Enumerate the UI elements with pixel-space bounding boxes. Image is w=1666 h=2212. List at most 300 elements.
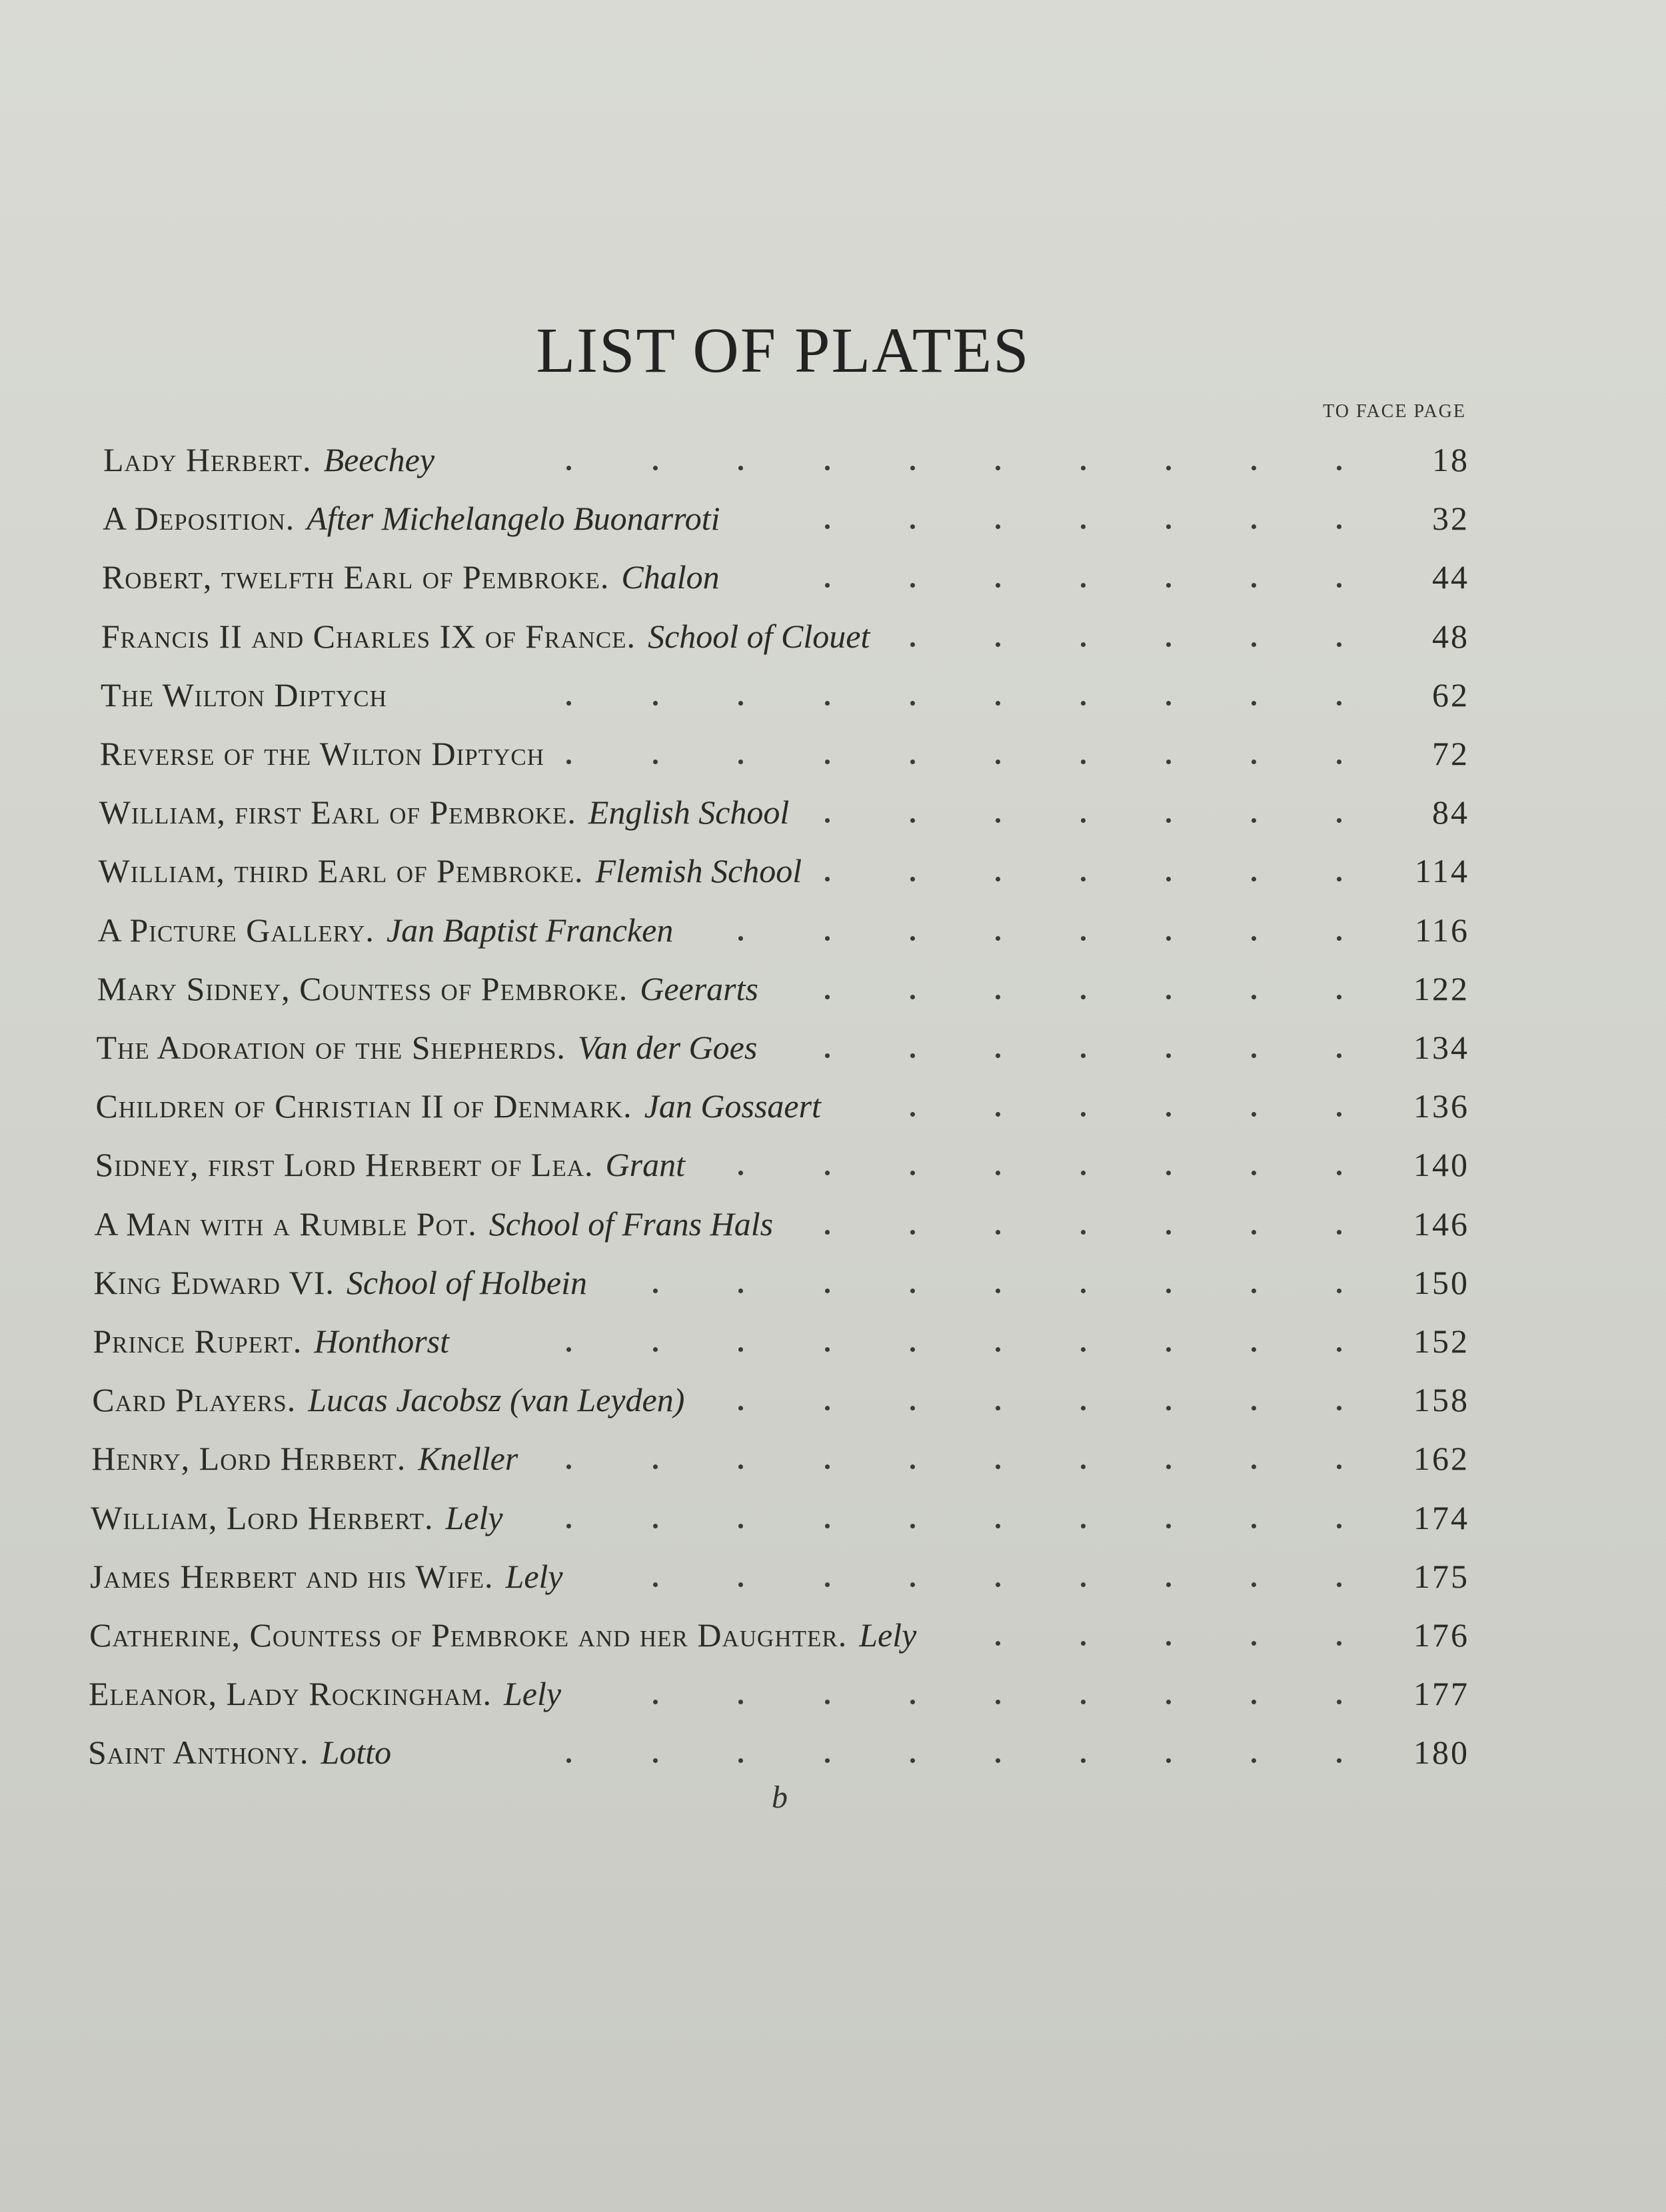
leader-dot xyxy=(738,1758,743,1763)
leader-dot xyxy=(825,524,830,529)
leader-dot xyxy=(1166,818,1171,823)
leader-dot xyxy=(1337,877,1341,881)
leader-dot xyxy=(1081,524,1086,529)
leader-dot xyxy=(1166,642,1171,647)
leader-dot xyxy=(1166,1347,1171,1352)
leader-dot xyxy=(910,1758,915,1763)
plate-page-number: 134 xyxy=(1413,1029,1469,1066)
leader-dot xyxy=(1166,1524,1171,1528)
leader-dot xyxy=(1337,1289,1341,1293)
leader-dot xyxy=(1337,1758,1341,1763)
plate-entry xyxy=(100,730,1469,777)
leader-dot xyxy=(653,1758,658,1763)
dot-leaders xyxy=(99,847,1469,894)
plate-entry xyxy=(99,789,1469,835)
leader-dot xyxy=(566,701,571,706)
leader-dot xyxy=(910,1464,915,1469)
leader-dot xyxy=(653,1524,658,1528)
leader-dot xyxy=(825,583,830,588)
leader-dot xyxy=(1166,1289,1171,1293)
leader-dot xyxy=(1166,936,1171,941)
leader-dot xyxy=(825,1464,830,1469)
leader-dot xyxy=(653,1700,658,1704)
leader-dot xyxy=(910,995,915,999)
leader-dot xyxy=(1081,1758,1086,1763)
leader-dot xyxy=(1081,583,1086,588)
plate-artist: Kneller xyxy=(418,1440,518,1478)
dot-leaders xyxy=(102,554,1469,600)
leader-dot xyxy=(1251,1582,1256,1587)
leader-dot xyxy=(1251,1347,1256,1352)
leader-dot xyxy=(910,1524,915,1528)
leader-dot xyxy=(1081,995,1086,999)
leader-dot xyxy=(825,1230,830,1235)
leader-dot xyxy=(1337,1406,1341,1410)
plate-artist: After Michelangelo Buonarroti xyxy=(307,500,720,538)
leader-dot xyxy=(1337,1524,1341,1528)
leader-dot xyxy=(653,1464,658,1469)
leader-dot xyxy=(566,760,571,764)
plate-artist: Geerarts xyxy=(640,969,758,1007)
leader-dot xyxy=(1251,1700,1256,1704)
dot-leaders xyxy=(97,965,1469,1012)
dot-leaders xyxy=(94,1201,1469,1247)
plate-entry xyxy=(94,1201,1469,1247)
leader-dot xyxy=(996,701,1000,706)
plate-entry xyxy=(97,1024,1469,1071)
dot-leaders xyxy=(92,1377,1469,1423)
leader-dot xyxy=(825,877,830,881)
leader-dot xyxy=(1337,760,1341,764)
plate-page-number: 62 xyxy=(1431,676,1469,714)
plate-artist: Jan Gossaert xyxy=(644,1087,821,1125)
dot-leaders xyxy=(91,1435,1469,1482)
leader-dot xyxy=(1081,936,1086,941)
leader-dot xyxy=(1251,1641,1256,1646)
leader-dot xyxy=(1081,1112,1086,1117)
leader-dot xyxy=(1166,1641,1171,1646)
leader-dot xyxy=(910,1112,915,1117)
leader-dot xyxy=(1251,1230,1256,1235)
leader-dot xyxy=(996,466,1000,470)
leader-dot xyxy=(996,1406,1000,1410)
plate-subject: William, first Earl of Pembroke. xyxy=(99,794,576,831)
leader-dot xyxy=(1337,642,1341,647)
leader-dot xyxy=(1337,524,1341,529)
leader-dot xyxy=(910,760,915,764)
leader-dot xyxy=(1081,1524,1086,1528)
to-face-page-header: TO FACE PAGE xyxy=(1323,401,1466,422)
plate-entry xyxy=(102,554,1469,600)
leader-dot xyxy=(1337,701,1341,706)
leader-dot xyxy=(910,936,915,941)
leader-dot xyxy=(910,1347,915,1352)
leader-dot xyxy=(1337,1347,1341,1352)
leader-dot xyxy=(1337,936,1341,941)
leader-dot xyxy=(1251,583,1256,588)
leader-dot xyxy=(825,818,830,823)
leader-dot xyxy=(910,1230,915,1235)
plate-page-number: 146 xyxy=(1413,1205,1469,1243)
folio-signature: b xyxy=(772,1780,788,1815)
plate-entry xyxy=(88,1729,1469,1776)
plate-artist: Lely xyxy=(505,1557,563,1595)
leader-dot xyxy=(1251,818,1256,823)
plate-subject: The Wilton Diptych xyxy=(100,676,387,714)
plate-page-number: 114 xyxy=(1414,852,1469,890)
plate-page-number: 116 xyxy=(1414,911,1469,949)
leader-dot xyxy=(1081,1347,1086,1352)
plate-artist: Flemish School xyxy=(595,852,802,890)
plate-subject: Francis II and Charles IX of France. xyxy=(101,617,636,655)
leader-dot xyxy=(738,1524,743,1528)
plate-artist: Honthorst xyxy=(314,1323,450,1360)
leader-dot xyxy=(996,642,1000,647)
plate-entry xyxy=(101,613,1469,660)
plate-subject: A Picture Gallery. xyxy=(97,911,375,949)
plate-page-number: 180 xyxy=(1413,1734,1469,1772)
leader-dot xyxy=(738,1700,743,1704)
leader-dot xyxy=(910,583,915,588)
leader-dot xyxy=(1251,1758,1256,1763)
leader-dot xyxy=(825,1347,830,1352)
leader-dot xyxy=(996,1171,1000,1175)
leader-dot xyxy=(1166,1112,1171,1117)
leader-dot xyxy=(653,701,658,706)
leader-dot xyxy=(910,1289,915,1293)
plate-subject: King Edward VI. xyxy=(93,1263,335,1301)
leader-dot xyxy=(1166,1171,1171,1175)
leader-dot xyxy=(825,1524,830,1528)
leader-dot xyxy=(825,1406,830,1410)
plate-page-number: 177 xyxy=(1413,1675,1469,1713)
leader-dot xyxy=(1337,1582,1341,1587)
plate-page-number: 122 xyxy=(1413,969,1469,1007)
leader-dot xyxy=(825,1758,830,1763)
leader-dot xyxy=(825,936,830,941)
leader-dot xyxy=(910,1053,915,1058)
leader-dot xyxy=(653,466,658,470)
leader-dot xyxy=(1251,1406,1256,1410)
plate-artist: Lely xyxy=(445,1498,503,1536)
plate-page-number: 136 xyxy=(1413,1087,1469,1125)
dot-leaders xyxy=(90,1553,1469,1600)
plate-subject: Prince Rupert. xyxy=(93,1323,303,1360)
leader-dot xyxy=(910,466,915,470)
leader-dot xyxy=(1251,1112,1256,1117)
leader-dot xyxy=(1166,1230,1171,1235)
leader-dot xyxy=(738,760,743,764)
leader-dot xyxy=(1337,995,1341,999)
leader-dot xyxy=(996,818,1000,823)
leader-dot xyxy=(996,1758,1000,1763)
plate-subject: Lady Herbert. xyxy=(103,441,312,478)
leader-dot xyxy=(738,1347,743,1352)
leader-dot xyxy=(1251,1289,1256,1293)
plate-entry xyxy=(103,495,1469,542)
plate-subject: A Man with a Rumble Pot. xyxy=(94,1205,477,1243)
leader-dot xyxy=(996,1582,1000,1587)
leader-dot xyxy=(825,1053,830,1058)
leader-dot xyxy=(910,818,915,823)
plate-artist: Lely xyxy=(859,1616,917,1654)
leader-dot xyxy=(996,1641,1000,1646)
plate-artist: Lotto xyxy=(321,1734,392,1772)
dot-leaders xyxy=(88,1729,1469,1776)
leader-dot xyxy=(996,936,1000,941)
leader-dot xyxy=(1081,1171,1086,1175)
plate-entry xyxy=(97,965,1469,1012)
plate-subject: Saint Anthony. xyxy=(88,1734,309,1772)
leader-dot xyxy=(825,1582,830,1587)
leader-dot xyxy=(1081,1641,1086,1646)
leader-dot xyxy=(825,1289,830,1293)
plate-entry xyxy=(101,672,1469,718)
dot-leaders xyxy=(89,1670,1469,1717)
page-title: LIST OF PLATES xyxy=(536,314,1030,386)
dot-leaders xyxy=(96,1083,1470,1129)
leader-dot xyxy=(825,701,830,706)
leader-dot xyxy=(738,1289,743,1293)
leader-dot xyxy=(1251,936,1256,941)
dot-leaders xyxy=(103,495,1469,542)
dot-leaders xyxy=(89,1612,1469,1658)
leader-dot xyxy=(996,1289,1000,1293)
dot-leaders xyxy=(101,613,1469,660)
leader-dot xyxy=(1337,1112,1341,1117)
leader-dot xyxy=(1337,1700,1341,1704)
plate-page-number: 44 xyxy=(1431,558,1469,596)
plate-artist: Lely xyxy=(504,1675,562,1713)
leader-dot xyxy=(910,877,915,881)
leader-dot xyxy=(653,1289,658,1293)
leader-dot xyxy=(1337,1230,1341,1235)
leader-dot xyxy=(825,1171,830,1175)
leader-dot xyxy=(1081,1053,1086,1058)
leader-dot xyxy=(1251,995,1256,999)
plate-entry xyxy=(98,907,1469,953)
dot-leaders xyxy=(99,789,1469,835)
leader-dot xyxy=(1081,701,1086,706)
dot-leaders xyxy=(91,1494,1469,1541)
leader-dot xyxy=(653,1347,658,1352)
leader-dot xyxy=(1081,1700,1086,1704)
plate-page-number: 140 xyxy=(1413,1146,1469,1184)
leader-dot xyxy=(1251,1053,1256,1058)
plate-subject: Robert, twelfth Earl of Pembroke. xyxy=(101,558,610,596)
plate-entry xyxy=(95,1141,1469,1188)
plate-artist: School of Clouet xyxy=(648,617,870,655)
leader-dot xyxy=(996,1700,1000,1704)
leader-dot xyxy=(1081,818,1086,823)
plate-entry xyxy=(93,1259,1469,1306)
leader-dot xyxy=(738,466,743,470)
leader-dot xyxy=(566,1524,571,1528)
leader-dot xyxy=(566,466,571,470)
plate-subject: Catherine, Countess of Pembroke and her Daughter. xyxy=(89,1616,848,1654)
leader-dot xyxy=(910,642,915,647)
plate-subject: William, third Earl of Pembroke. xyxy=(98,852,584,890)
plate-entry xyxy=(89,1670,1469,1717)
leader-dot xyxy=(1166,1582,1171,1587)
leader-dot xyxy=(1337,1053,1341,1058)
leader-dot xyxy=(996,1230,1000,1235)
leader-dot xyxy=(1081,1582,1086,1587)
dot-leaders xyxy=(93,1318,1469,1365)
dot-leaders xyxy=(101,672,1469,718)
plate-artist: Grant xyxy=(605,1146,685,1184)
leader-dot xyxy=(1251,1464,1256,1469)
plate-entry xyxy=(91,1435,1469,1482)
leader-dot xyxy=(996,1112,1000,1117)
leader-dot xyxy=(1166,466,1171,470)
leader-dot xyxy=(1337,818,1341,823)
leader-dot xyxy=(996,1524,1000,1528)
plate-subject: William, Lord Herbert. xyxy=(91,1498,434,1536)
leader-dot xyxy=(1251,642,1256,647)
leader-dot xyxy=(996,1464,1000,1469)
leader-dot xyxy=(996,995,1000,999)
leader-dot xyxy=(738,936,743,941)
leader-dot xyxy=(825,1700,830,1704)
leader-dot xyxy=(910,1406,915,1410)
leader-dot xyxy=(566,1464,571,1469)
plate-entry xyxy=(92,1377,1469,1423)
leader-dot xyxy=(1251,1524,1256,1528)
plate-subject: The Adoration of the Shepherds. xyxy=(96,1029,566,1066)
leader-dot xyxy=(738,1406,743,1410)
plate-artist: Van der Goes xyxy=(577,1029,758,1066)
leader-dot xyxy=(996,583,1000,588)
leader-dot xyxy=(996,1053,1000,1058)
plate-entry xyxy=(90,1553,1469,1600)
dot-leaders xyxy=(103,436,1469,483)
plate-entry xyxy=(91,1494,1469,1541)
leader-dot xyxy=(738,1582,743,1587)
plate-subject: Card Players. xyxy=(92,1381,297,1419)
leader-dot xyxy=(1081,466,1086,470)
leader-dot xyxy=(825,760,830,764)
leader-dot xyxy=(1166,524,1171,529)
leader-dot xyxy=(1337,466,1341,470)
leader-dot xyxy=(1166,1406,1171,1410)
leader-dot xyxy=(738,1464,743,1469)
dot-leaders xyxy=(95,1141,1469,1188)
leader-dot xyxy=(566,1758,571,1763)
leader-dot xyxy=(825,995,830,999)
leader-dot xyxy=(1166,1053,1171,1058)
leader-dot xyxy=(910,1700,915,1704)
leader-dot xyxy=(1081,1289,1086,1293)
leader-dot xyxy=(738,1171,743,1175)
leader-dot xyxy=(1337,1641,1341,1646)
leader-dot xyxy=(653,760,658,764)
leader-dot xyxy=(1166,995,1171,999)
plate-subject: Mary Sidney, Countess of Pembroke. xyxy=(97,969,628,1007)
plate-page-number: 84 xyxy=(1431,794,1469,831)
dot-leaders xyxy=(98,907,1469,953)
leader-dot xyxy=(1166,1758,1171,1763)
dot-leaders xyxy=(97,1024,1469,1071)
plate-entry xyxy=(93,1318,1469,1365)
plate-entry xyxy=(96,1083,1470,1129)
dot-leaders xyxy=(93,1259,1469,1306)
plate-page-number: 174 xyxy=(1413,1498,1469,1536)
plate-subject: James Herbert and his Wife. xyxy=(90,1557,494,1595)
plate-page-number: 162 xyxy=(1413,1440,1469,1478)
leader-dot xyxy=(1251,1171,1256,1175)
plate-page-number: 152 xyxy=(1413,1323,1469,1360)
leader-dot xyxy=(1081,877,1086,881)
leader-dot xyxy=(1337,1171,1341,1175)
leader-dot xyxy=(1166,1464,1171,1469)
leader-dot xyxy=(910,524,915,529)
plate-page-number: 32 xyxy=(1431,500,1469,538)
leader-dot xyxy=(1251,701,1256,706)
leader-dot xyxy=(1166,760,1171,764)
plate-subject: Reverse of the Wilton Diptych xyxy=(99,735,545,772)
leader-dot xyxy=(1081,1230,1086,1235)
leader-dot xyxy=(1251,877,1256,881)
plate-subject: A Deposition. xyxy=(102,500,295,538)
leader-dot xyxy=(910,1171,915,1175)
leader-dot xyxy=(1166,701,1171,706)
leader-dot xyxy=(1081,642,1086,647)
leader-dot xyxy=(996,1347,1000,1352)
plate-subject: Henry, Lord Herbert. xyxy=(91,1440,407,1478)
plate-entry xyxy=(89,1612,1469,1658)
leader-dot xyxy=(1251,524,1256,529)
leader-dot xyxy=(1081,1464,1086,1469)
plate-page-number: 175 xyxy=(1413,1557,1469,1595)
leader-dot xyxy=(910,1582,915,1587)
plate-entry xyxy=(103,436,1469,483)
leader-dot xyxy=(996,524,1000,529)
leader-dot xyxy=(825,466,830,470)
leader-dot xyxy=(1166,1700,1171,1704)
leader-dot xyxy=(566,1347,571,1352)
leader-dot xyxy=(1081,1406,1086,1410)
dot-leaders xyxy=(100,730,1469,777)
plate-page-number: 158 xyxy=(1413,1381,1469,1419)
plate-artist: English School xyxy=(588,794,790,831)
plate-entry xyxy=(99,847,1469,894)
leader-dot xyxy=(1081,760,1086,764)
plate-page-number: 176 xyxy=(1413,1616,1469,1654)
plate-artist: School of Holbein xyxy=(346,1263,587,1301)
leader-dot xyxy=(1337,1464,1341,1469)
plate-artist: Chalon xyxy=(621,558,720,596)
plate-subject: Eleanor, Lady Rockingham. xyxy=(89,1675,492,1713)
leader-dot xyxy=(996,877,1000,881)
leader-dot xyxy=(653,1582,658,1587)
leader-dot xyxy=(1251,466,1256,470)
leader-dot xyxy=(910,701,915,706)
leader-dot xyxy=(996,760,1000,764)
plate-page-number: 18 xyxy=(1432,441,1469,478)
leader-dot xyxy=(1337,583,1341,588)
leader-dot xyxy=(1251,760,1256,764)
plate-artist: Jan Baptist Francken xyxy=(386,911,674,949)
leader-dot xyxy=(1166,877,1171,881)
leader-dot xyxy=(738,701,743,706)
plate-artist: Lucas Jacobsz (van Leyden) xyxy=(308,1381,685,1419)
leader-dot xyxy=(1166,583,1171,588)
plate-page-number: 150 xyxy=(1413,1263,1469,1301)
plate-artist: Beechey xyxy=(323,441,435,478)
plate-page-number: 48 xyxy=(1431,617,1469,655)
plate-artist: School of Frans Hals xyxy=(488,1205,774,1243)
